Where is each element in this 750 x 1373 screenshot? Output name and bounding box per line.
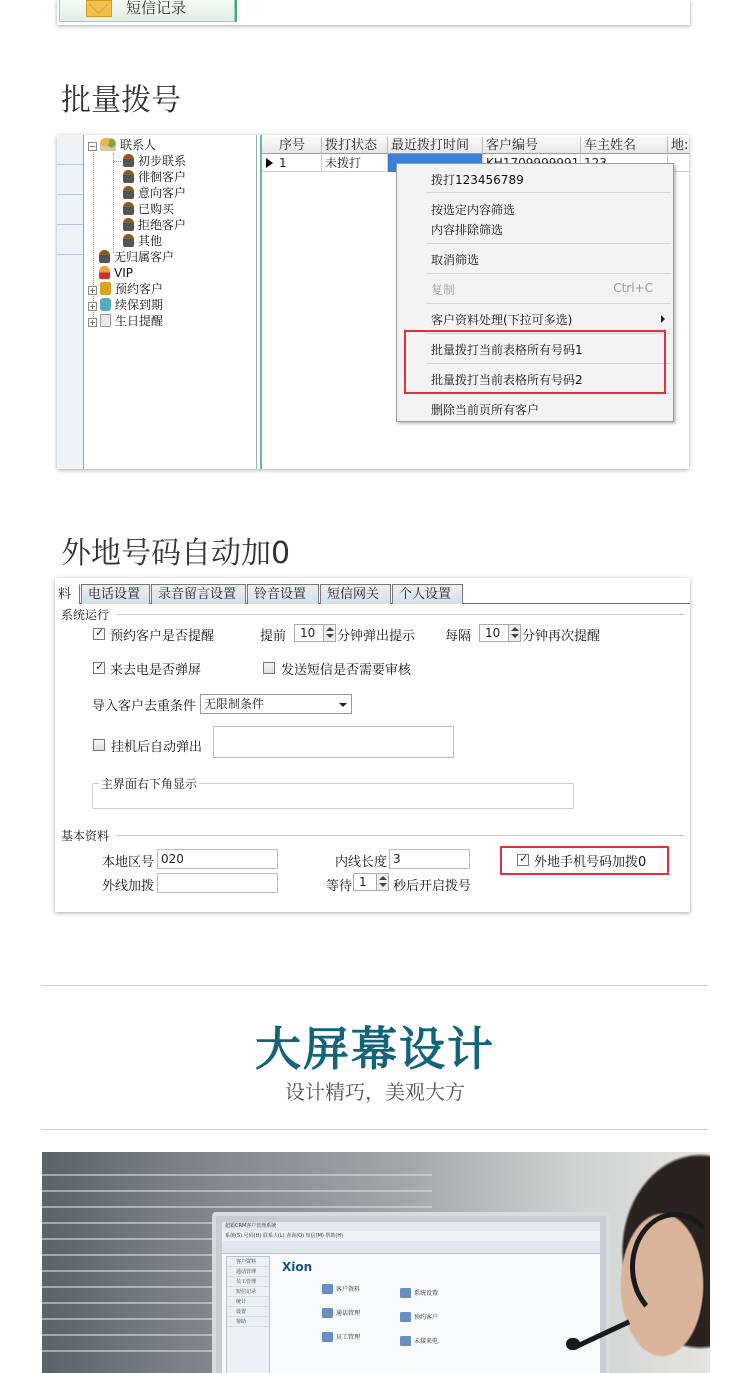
ahead-minutes-stepper[interactable] (294, 624, 336, 642)
person-icon (123, 218, 134, 231)
nav-slot[interactable] (57, 135, 83, 165)
group-label-basic: 基本资料 (61, 829, 110, 843)
wait-seconds-stepper[interactable] (353, 873, 389, 891)
hangup-popup-label: 挂机后自动弹出 (111, 740, 203, 755)
office-photo (42, 1152, 710, 1373)
gift-icon (100, 314, 111, 327)
person-icon (123, 154, 134, 167)
section-title-batch-dial: 批量拨号 (61, 83, 181, 118)
tree-node-vip[interactable] (99, 265, 133, 281)
tree-label: 意向客户 (138, 186, 187, 200)
top-menu-strip (57, 0, 690, 25)
tree-node-contacts[interactable] (88, 137, 156, 153)
expand-icon[interactable]: + (89, 286, 96, 295)
menu-item-filter-selection[interactable]: 按选定内容筛选 (431, 203, 516, 217)
dedupe-condition-select[interactable] (200, 694, 352, 714)
tab-info[interactable]: 料 (55, 584, 80, 604)
person-icon (123, 170, 134, 183)
collapse-icon[interactable]: − (89, 142, 96, 151)
tab-phone-settings[interactable]: 电话设置 (81, 584, 150, 604)
tree-line (113, 153, 114, 253)
screen-item: 通话管理 (322, 1308, 360, 1318)
person-icon (99, 250, 110, 263)
screen-item: 客户资料 (322, 1284, 360, 1294)
tree-node-unassigned[interactable] (99, 249, 174, 265)
dedupe-label: 导入客户去重条件 (92, 699, 197, 714)
person-icon (123, 202, 134, 215)
hangup-popup-checkbox[interactable] (93, 739, 105, 751)
group-divider (117, 614, 685, 615)
menu-separator (427, 273, 671, 274)
menu-item-copy[interactable]: 复制 (431, 283, 456, 297)
menu-item-dial[interactable]: 拨打123456789 (431, 173, 524, 187)
tree-node-appointment[interactable] (88, 281, 163, 297)
tree-node-rejected[interactable] (115, 217, 186, 233)
screen-item: 系统设置 (400, 1288, 438, 1298)
settings-screenshot (55, 578, 690, 912)
grid-header (262, 137, 689, 154)
incoming-popup-label: 来去电是否弹屏 (110, 663, 202, 678)
person-icon (123, 186, 134, 199)
tree-label: 拒绝客户 (138, 218, 187, 232)
wait-suffix-label: 秒后开启拨号 (393, 879, 472, 894)
customer-tree (85, 135, 257, 469)
screen-sidebar-item: 客户资料 (227, 1257, 269, 1267)
sms-records-label: 短信记录 (126, 0, 187, 17)
tree-label: 已购买 (138, 202, 175, 216)
every-value: 10 (485, 626, 501, 640)
repeat-minutes-stepper[interactable] (479, 624, 521, 642)
menu-separator (427, 243, 671, 244)
vip-icon (99, 266, 110, 279)
group-divider (117, 835, 685, 836)
appointment-remind-checkbox[interactable] (93, 628, 105, 640)
appointment-remind-label: 预约客户是否提醒 (110, 629, 215, 644)
sms-records-menu-item[interactable] (59, 0, 235, 22)
screen-toolbar (222, 1241, 600, 1254)
headset-icon (630, 1212, 710, 1322)
corner-display-label: 主界面右下角显示 (101, 777, 198, 791)
column-header-customer-id[interactable]: 客户编号 (483, 137, 581, 154)
sms-review-checkbox[interactable] (263, 662, 275, 674)
sms-review-label: 发送短信是否需要审核 (281, 663, 412, 678)
cell-index[interactable]: 1 (276, 154, 322, 172)
wait-value: 1 (359, 875, 367, 889)
screen-sidebar-item: 员工管理 (227, 1277, 269, 1287)
tree-label: 徘徊客户 (138, 170, 187, 184)
dedupe-value: 无限制条件 (204, 697, 265, 711)
hangup-popup-field[interactable] (213, 726, 454, 758)
divider (41, 985, 708, 986)
wait-label: 等待 (326, 879, 353, 894)
divider (235, 0, 237, 22)
tab-ringtone-settings[interactable]: 铃音设置 (247, 584, 319, 604)
window-blind (42, 1190, 432, 1192)
column-header-status[interactable]: 拨打状态 (322, 137, 388, 154)
row-pointer-icon (266, 158, 273, 168)
copy-shortcut: Ctrl+C (613, 281, 653, 295)
nav-slot[interactable] (57, 165, 83, 195)
menu-item-process-data[interactable]: 客户资料处理(下拉可多选) (431, 313, 573, 327)
window-blind (42, 1206, 432, 1208)
ahead-value: 10 (300, 626, 316, 640)
nav-slot[interactable] (57, 225, 83, 255)
big-screen-subtitle: 设计精巧，美观大方 (285, 1080, 465, 1104)
tree-node-hesitant[interactable] (115, 169, 186, 185)
screen-title: 超霸CRM客户管理系统 (222, 1222, 600, 1231)
expand-icon[interactable]: + (89, 318, 96, 327)
tab-personal-settings[interactable]: 个人设置 (392, 584, 463, 604)
tree-label: 预约客户 (115, 282, 164, 296)
tab-sms-gateway[interactable]: 短信网关 (320, 584, 391, 604)
every-label: 每隔 (445, 629, 472, 644)
settings-tabs (55, 584, 690, 604)
menu-item-delete-page-customers[interactable]: 删除当前页所有客户 (431, 403, 540, 417)
monitor-screen (222, 1222, 600, 1373)
menu-item-batch-dial-2[interactable]: 批量拨打当前表格所有号码2 (431, 373, 583, 387)
stepper-arrows-icon[interactable] (508, 625, 520, 641)
chevron-down-icon (339, 703, 347, 707)
stepper-arrows-icon[interactable] (323, 625, 335, 641)
add-zero-label: 外地手机号码加拨0 (534, 855, 647, 870)
column-header-index[interactable]: 序号 (276, 137, 322, 154)
screen-sidebar-item: 通话管理 (227, 1267, 269, 1277)
tree-node-other[interactable] (115, 233, 162, 249)
stepper-arrows-icon[interactable] (376, 874, 388, 890)
screen-sidebar-item: 设置 (227, 1307, 269, 1317)
microphone-icon (566, 1338, 580, 1350)
menu-item-cancel-filter[interactable]: 取消筛选 (431, 253, 480, 267)
menu-item-exclude-filter[interactable]: 内容排除筛选 (431, 223, 504, 237)
batch-dial-screenshot (57, 135, 689, 469)
area-code-input[interactable]: 020 (157, 849, 278, 869)
cell-status[interactable]: 未拨打 (322, 154, 388, 172)
shield-icon (100, 298, 111, 311)
envelope-icon (86, 0, 112, 17)
column-header-owner-name[interactable]: 车主姓名 (581, 137, 668, 154)
extension-length-input[interactable]: 3 (389, 849, 470, 869)
add-zero-checkbox[interactable] (517, 854, 529, 866)
screen-logo: Xion (282, 1260, 313, 1274)
extension-length-label: 内线长度 (335, 855, 388, 870)
popup-remind-label: 分钟弹出提示 (337, 629, 416, 644)
tree-node-purchased[interactable] (115, 201, 174, 217)
column-header-last-call[interactable]: 最近拨打时间 (388, 137, 483, 154)
tree-label: 生日提醒 (115, 314, 164, 328)
screen-item: 未接来电 (400, 1336, 438, 1346)
screen-sidebar-item: 短信记录 (227, 1287, 269, 1297)
tree-label: 其他 (138, 234, 163, 248)
highlight-box (404, 330, 666, 394)
tree-label: 无归属客户 (114, 250, 175, 264)
outline-prefix-input[interactable] (157, 873, 278, 893)
screen-item: 员工管理 (322, 1332, 360, 1342)
left-nav-strip (57, 135, 84, 469)
tab-recording-settings[interactable]: 录音留言设置 (151, 584, 246, 604)
tree-label: 初步联系 (138, 154, 187, 168)
screen-sidebar (226, 1256, 270, 1373)
ahead-label: 提前 (260, 629, 287, 644)
menu-item-batch-dial-1[interactable]: 批量拨打当前表格所有号码1 (431, 343, 583, 357)
submenu-arrow-icon (661, 315, 665, 323)
big-screen-title: 大屏幕设计 (255, 1022, 495, 1076)
screen-item: 预约客户 (400, 1312, 438, 1322)
tree-node-renewal[interactable] (88, 297, 163, 313)
tree-label: 联系人 (120, 138, 157, 152)
monitor (212, 1212, 610, 1373)
context-menu (396, 163, 674, 422)
tree-label: VIP (114, 266, 133, 280)
tree-node-birthday[interactable] (88, 313, 163, 329)
screen-sidebar-item: 帮助 (227, 1317, 269, 1327)
clock-icon (100, 282, 111, 295)
group-icon (100, 138, 116, 151)
area-code-label: 本地区号 (102, 855, 155, 870)
group-label-system: 系统运行 (61, 608, 110, 622)
menu-separator (427, 303, 671, 304)
expand-icon[interactable]: + (89, 302, 96, 311)
tree-node-intent[interactable] (115, 185, 186, 201)
menu-separator (427, 192, 671, 193)
incoming-popup-checkbox[interactable] (93, 662, 105, 674)
section-title-add-zero: 外地号码自动加0 (61, 536, 291, 571)
screen-menu: 系统(S) 号码(H) 联系人(L) 查询(Q) 短信(M) 帮助(H) (222, 1231, 600, 1241)
again-remind-label: 分钟再次提醒 (522, 629, 601, 644)
window-blind (42, 1174, 432, 1176)
screen-sidebar-item: 统计 (227, 1297, 269, 1307)
divider (41, 1129, 708, 1130)
tree-node-initial[interactable] (115, 153, 186, 169)
nav-slot[interactable] (57, 195, 83, 225)
person-icon (123, 234, 134, 247)
tree-label: 续保到期 (115, 298, 164, 312)
column-header-address[interactable]: 地: (668, 137, 689, 154)
outline-prefix-label: 外线加拨 (102, 879, 155, 894)
